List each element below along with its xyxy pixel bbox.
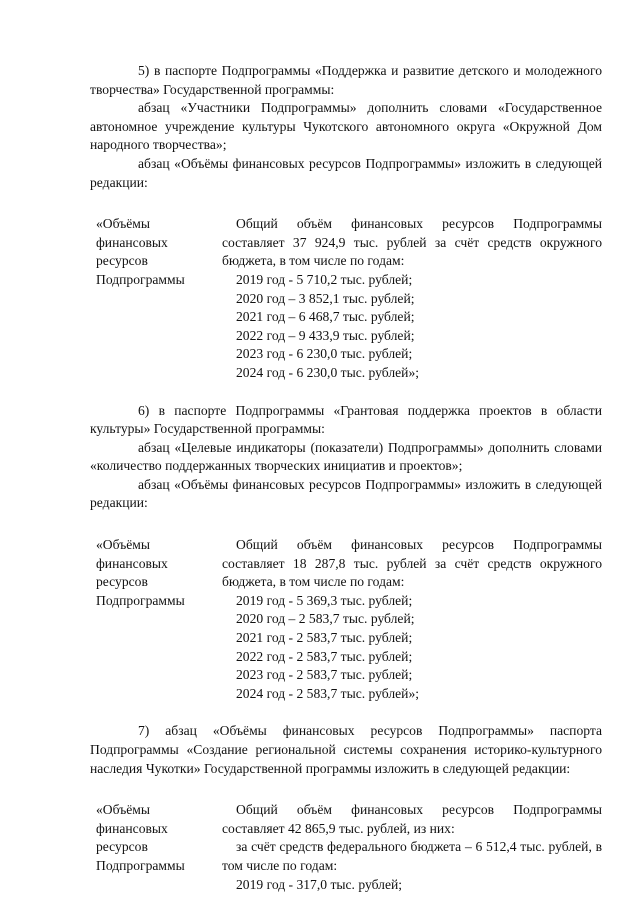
item5-funding-table xyxy=(90,215,602,382)
item5-table-content xyxy=(222,215,602,382)
label-line: ресурсов xyxy=(96,253,148,269)
item7-funding-table xyxy=(90,801,602,894)
label-line: ресурсов xyxy=(96,839,148,855)
funding-total: Общий объём финансовых ресурсов Подпрограммы составляет 42 865,9 тыс. рублей, из них: xyxy=(222,802,602,836)
funding-total: Общий объём финансовых ресурсов Подпрограммы составляет 18 287,8 тыс. рублей за счёт средств окружного бюджета, в том числе по годам: xyxy=(222,537,602,590)
year-line: 2022 год – 9 433,9 тыс. рублей; xyxy=(236,327,415,343)
label-line: Подпрограммы xyxy=(96,271,185,287)
item5-participants: абзац «Участники Подпрограммы» дополнить словами «Государственное автономное учреждение культуры Чукотского автономного округа «Окружной Дом народного творчества»; xyxy=(90,100,602,153)
year-line: 2020 год – 2 583,7 тыс. рублей; xyxy=(236,611,415,627)
label-line: «Объёмы xyxy=(96,216,150,232)
label-line: «Объёмы xyxy=(96,802,150,818)
year-line: 2022 год - 2 583,7 тыс. рублей; xyxy=(236,648,413,664)
label-line: «Объёмы xyxy=(96,537,150,553)
year-line: 2020 год – 3 852,1 тыс. рублей; xyxy=(236,290,415,306)
year-line: 2023 год - 6 230,0 тыс. рублей; xyxy=(236,346,413,362)
label-line: финансовых xyxy=(96,555,168,571)
label-line: ресурсов xyxy=(96,574,148,590)
label-line: финансовых xyxy=(96,234,168,250)
year-line: 2019 год - 5 369,3 тыс. рублей; xyxy=(236,592,413,608)
item6-table-label xyxy=(90,536,222,703)
year-line: 2021 год – 6 468,7 тыс. рублей; xyxy=(236,309,415,325)
label-line: финансовых xyxy=(96,820,168,836)
label-line: Подпрограммы xyxy=(96,592,185,608)
item5-heading: 5) в паспорте Подпрограммы «Поддержка и развитие детского и молодежного творчества» Государственной программы: xyxy=(90,63,602,97)
document-page xyxy=(90,62,602,894)
item6-volumes-intro: абзац «Объёмы финансовых ресурсов Подпрограммы» изложить в следующей редакции: xyxy=(90,476,602,511)
label-line: Подпрограммы xyxy=(96,857,185,873)
item6-table-content xyxy=(222,536,602,703)
year-line: 2024 год - 6 230,0 тыс. рублей»; xyxy=(236,364,420,380)
year-line: 2024 год - 2 583,7 тыс. рублей»; xyxy=(236,685,420,701)
item6-funding-table xyxy=(90,536,602,703)
funding-total: Общий объём финансовых ресурсов Подпрограммы составляет 37 924,9 тыс. рублей за счёт средств окружного бюджета, в том числе по годам: xyxy=(222,216,602,269)
year-line: 2019 год - 317,0 тыс. рублей; xyxy=(236,876,403,892)
item5-volumes-intro: абзац «Объёмы финансовых ресурсов Подпрограммы» изложить в следующей редакции: xyxy=(90,155,602,190)
year-line: 2023 год - 2 583,7 тыс. рублей; xyxy=(236,667,413,683)
item7-table-label xyxy=(90,801,222,894)
item7-table-content xyxy=(222,801,602,894)
item6-indicators: абзац «Целевые индикаторы (показатели) Подпрограммы» дополнить словами «количество поддержанных творческих инициатив и проектов»; xyxy=(90,439,602,474)
year-line: 2019 год - 5 710,2 тыс. рублей; xyxy=(236,271,413,287)
federal-funding: за счёт средств федерального бюджета – 6 512,4 тыс. рублей, в том числе по годам: xyxy=(222,839,602,873)
year-line: 2021 год - 2 583,7 тыс. рублей; xyxy=(236,630,413,646)
item6-heading: 6) в паспорте Подпрограммы «Грантовая поддержка проектов в области культуры» Государственной программы: xyxy=(90,402,602,437)
item5-table-label xyxy=(90,215,222,382)
item7-heading: 7) абзац «Объёмы финансовых ресурсов Подпрограммы» паспорта Подпрограммы «Создание региональной системы сохранения историко-культурного наследия Чукотки» Государственной программы изложить в следующей редакции: xyxy=(90,723,602,776)
